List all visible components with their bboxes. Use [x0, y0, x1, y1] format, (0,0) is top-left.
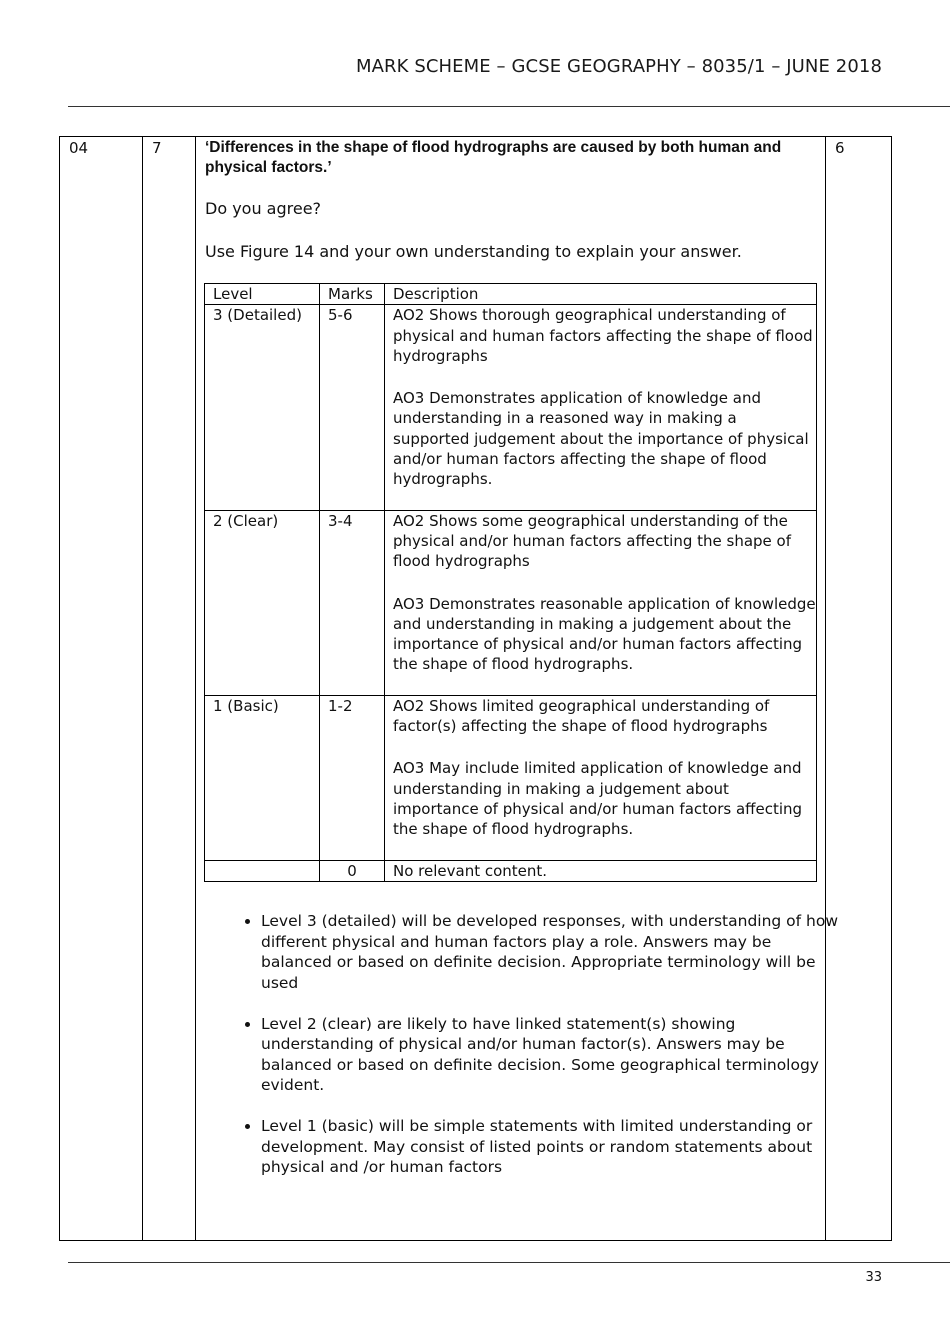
footer-rule [68, 1262, 950, 1263]
level-row-0 [205, 860, 817, 881]
page-number: 33 [865, 1270, 882, 1285]
column-divider [195, 137, 196, 1240]
marks-cell: 3-4 [320, 510, 385, 695]
ao3-description: AO3 Demonstrates application of knowledge and understanding in a reasoned way in making a supported judgement about the importance of physical and/or human factors affecting the shape of flood hydrographs. [393, 389, 809, 489]
level-cell: 2 (Clear) [205, 510, 320, 695]
question-statement: ‘Differences in the shape of flood hydrographs are caused by both human and physical factors.’ [205, 139, 782, 176]
levels-table [204, 283, 817, 882]
description-cell [385, 305, 817, 510]
question-table [59, 136, 892, 1241]
ao2-description: AO2 Shows limited geographical understanding of factor(s) affecting the shape of flood hydrographs [393, 696, 770, 736]
description-cell [385, 510, 817, 695]
header-marks: Marks [320, 284, 385, 305]
question-prompt-agree: Do you agree? [205, 199, 322, 218]
marks-cell: 0 [320, 860, 385, 881]
question-marks: 6 [835, 139, 845, 157]
levels-header-row [205, 284, 817, 305]
level-cell [205, 860, 320, 881]
page-header-title: MARK SCHEME – GCSE GEOGRAPHY – 8035/1 – JUNE 2018 [355, 56, 882, 77]
marks-cell: 1-2 [320, 695, 385, 860]
question-prompt-explain: Use Figure 14 and your own understanding to explain your answer. [205, 242, 742, 261]
level-row-2 [205, 510, 817, 695]
marks-cell: 5-6 [320, 305, 385, 510]
header-rule [68, 106, 950, 107]
level-row-3 [205, 305, 817, 510]
ao3-description: AO3 Demonstrates reasonable application of knowledge and understanding in making a judgement about the importance of physical and/or human factors affecting the shape of flood hydrographs. [393, 594, 816, 674]
column-divider [142, 137, 143, 1240]
question-number: 04 [69, 139, 89, 157]
level-cell: 1 (Basic) [205, 695, 320, 860]
ao2-description: AO2 Shows some geographical understanding of the physical and/or human factors affecting the shape of flood hydrographs [393, 511, 791, 571]
ao2-description: AO2 Shows thorough geographical understanding of physical and human factors affecting the shape of flood hydrographs [393, 306, 813, 365]
description-cell: No relevant content. [385, 860, 817, 881]
header-level: Level [205, 284, 320, 305]
guidance-note: • Level 1 (basic) will be simple statements with limited understanding or development. May consist of listed points or random statements about physical and /or human factors [261, 1116, 841, 1178]
level-cell: 3 (Detailed) [205, 305, 320, 510]
guidance-note: • Level 3 (detailed) will be developed responses, with understanding of how different physical and human factors play a role. Answers may be balanced or based on definite decision. Appropriate terminology will be used [261, 911, 841, 993]
description-cell [385, 695, 817, 860]
guidance-note: • Level 2 (clear) are likely to have linked statement(s) showing understanding of physical and/or human factor(s). Answers may be balanced or based on definite decision. Some geographical terminology evident. [261, 1014, 841, 1096]
guidance-notes [233, 911, 841, 1198]
level-row-1 [205, 695, 817, 860]
header-description: Description [385, 284, 817, 305]
question-part: 7 [152, 139, 162, 157]
ao3-description: AO3 May include limited application of knowledge and understanding in making a judgement about importance of physical and/or human factors affecting the shape of flood hydrographs. [393, 759, 803, 839]
